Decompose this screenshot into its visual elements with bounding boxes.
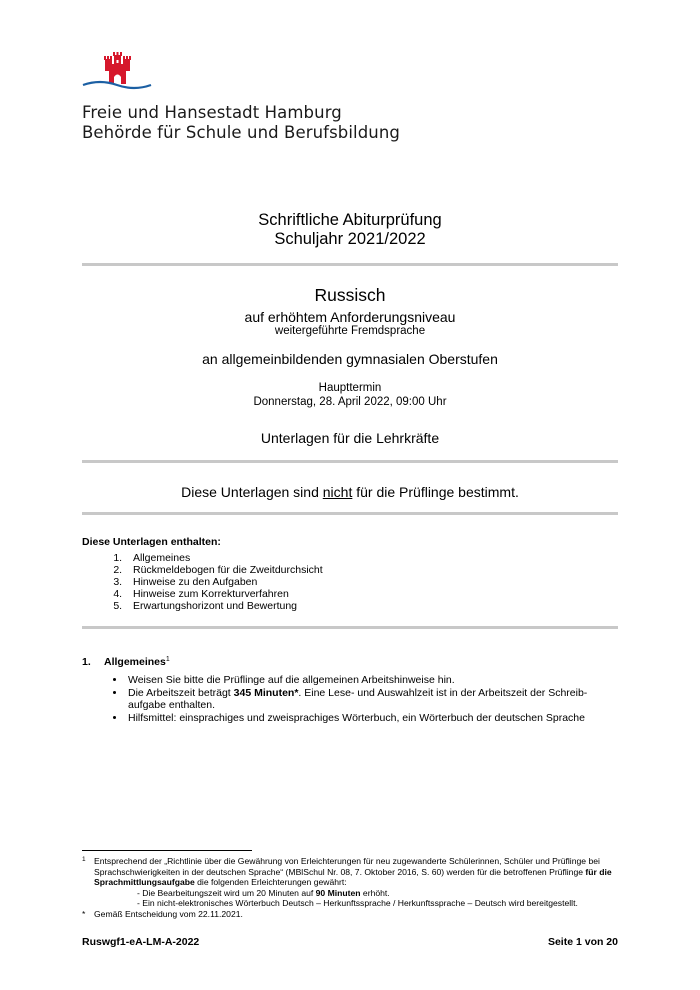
section-heading [82,656,618,668]
contents-item: 5. Erwartungshorizont und Bewertung [125,600,323,612]
exam-schedule [82,381,618,409]
footnote-bold: 90 Minuten [315,887,361,898]
contents-item: 4. Hinweise zum Korrekturverfahren [125,588,323,600]
text: - Die Bearbeitungszeit wird um 20 Minuten auf [137,887,316,898]
list-item: • Hilfsmittel: einsprachiges und zweisprachiges Wörterbuch, ein Wörterbuch der deutschen Sprache [126,712,618,724]
list-item: • Weisen Sie bitte die Prüflinge auf die allgemeinen Arbeitshinweise hin. [126,674,618,686]
footnote-indent [94,888,622,899]
list-item [126,687,618,711]
contents-list [82,536,323,612]
footnote-text: die folgenden Erleichterungen gewährt: [194,877,347,887]
exam-title-line1: Schriftliche Abiturprüfung [258,211,442,229]
issuing-authority [82,103,400,143]
exam-date: Donnerstag, 28. April 2022, 09:00 Uhr [253,396,447,408]
exam-title-line2: Schuljahr 2021/2022 [274,230,426,248]
footnote-bold: für die Sprachmittlungsaufgabe [94,866,612,887]
divider [82,263,618,266]
document-code: Ruswgf1-eA-LM-A-2022 [82,936,200,948]
exam-term: Haupttermin [318,382,382,394]
notice-after: für die Prüflinge bestimmt. [352,484,519,500]
divider [82,460,618,463]
page-footer [82,936,618,948]
contents-item: 1. Allgemeines [125,552,323,564]
footnote-indent: - Ein nicht-elektronisches Wörterbuch Deutsch – Herkunftssprache / Herkunftssprache – Deutsch wird bereitgestellt. [137,898,578,908]
footnote-separator [82,850,252,851]
school-type: an allgemeinbildenden gymnasialen Oberstufen [202,351,498,367]
notice-underlined: nicht [322,484,353,500]
documents-for-teachers: Unterlagen für die Lehrkräfte [260,430,440,446]
contents-heading: Diese Unterlagen enthalten: [82,536,221,548]
contents-item: 2. Rückmeldebogen für die Zweitdurchsicht [125,564,323,576]
footnote-text: Entsprechend der „Richtlinie über die Gewährung von Erleichterungen für neu zugewanderte Schülerinnen, Schüler und Prüflinge bei Sprachschwierigkeiten in der deutschen Sprache“ (MBlSchul Nr. 08, 7. Oktober 2016, S. 60) werden für die betroffenen Prüflinge [94,856,600,877]
text: erhöht. [360,887,390,898]
exam-title [82,211,618,249]
section-title: Allgemeines [104,656,166,668]
footnotes [82,856,622,919]
contents-item: 3. Hinweise zu den Aufgaben [125,576,323,588]
footnote-text: Gemäß Entscheidung vom 22.11.2021. [94,908,243,919]
notice-before: Diese Unterlagen sind [181,484,323,500]
footnote-2 [82,909,622,920]
org-name: Freie und Hansestadt Hamburg [82,103,342,122]
org-department: Behörde für Schule und Berufsbildung [82,123,400,142]
notice [82,484,618,501]
divider [82,512,618,515]
footnote-1 [82,856,622,909]
footnote-mark: * [82,908,86,919]
subject-sublevel: weitergeführte Fremdsprache [274,325,426,337]
section-general [82,656,618,725]
working-time: 345 Minuten* [233,687,299,699]
subject-level: auf erhöhtem Anforderungsniveau [244,309,456,325]
footnote-mark: 1 [82,856,86,863]
text: . Eine Lese- und Auswahlzeit ist in der Arbeitszeit der Schreib-aufgabe enthalten. [128,687,588,711]
section-number: 1. [82,656,91,668]
hamburg-castle-logo [82,52,152,92]
text: Die Arbeitszeit beträgt [128,687,234,699]
subject-name: Russisch [314,285,386,305]
divider [82,626,618,629]
footnote-ref: 1 [165,656,170,663]
page-number: Seite 1 von 20 [547,936,618,948]
